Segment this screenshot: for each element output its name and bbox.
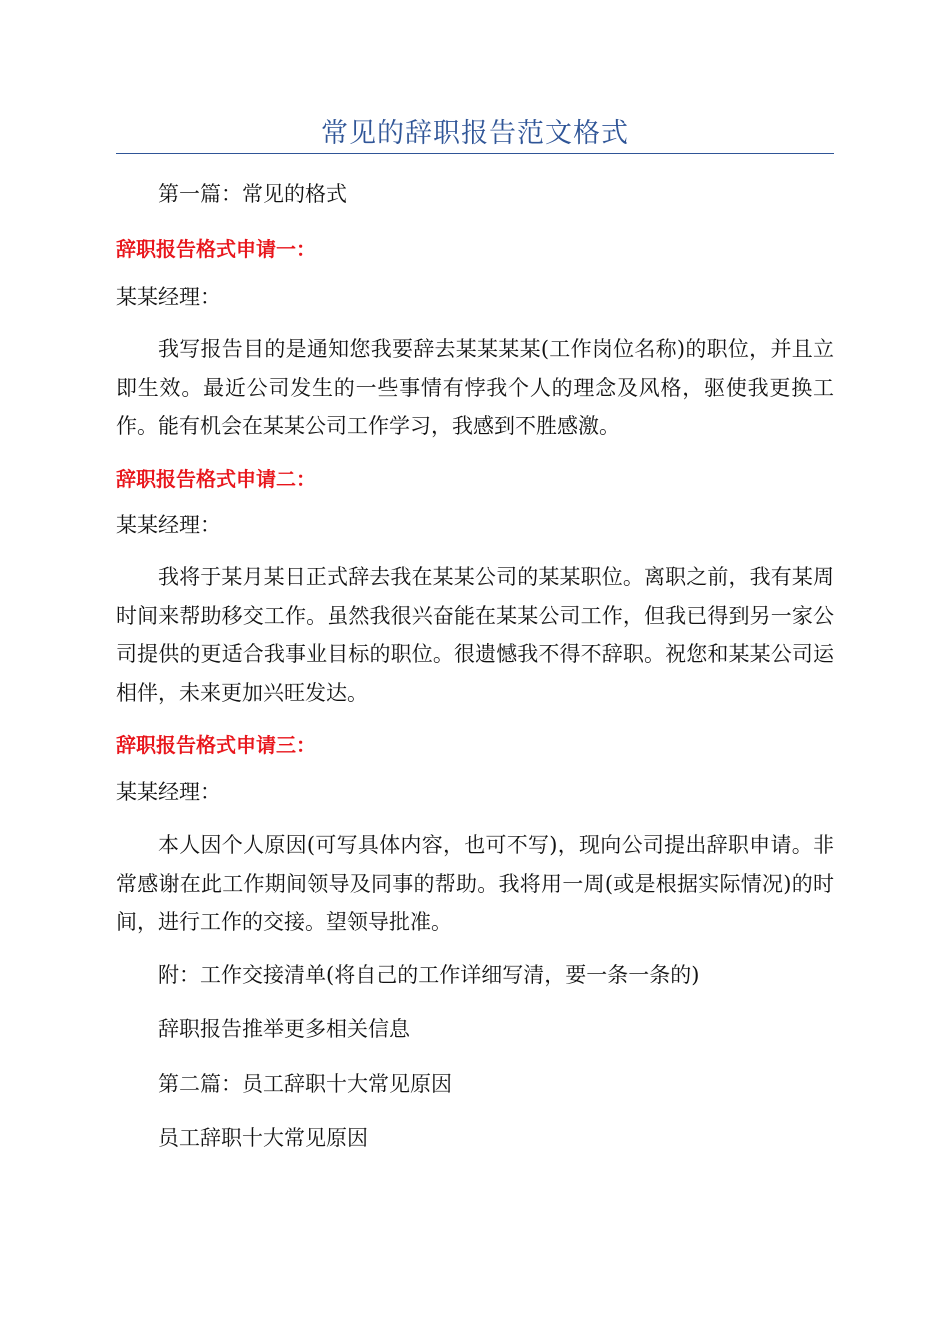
section1-subheading: 辞职报告格式申请一： (116, 237, 316, 261)
document-title: 常见的辞职报告范文格式 (321, 118, 629, 149)
section3-subheading: 辞职报告格式申请三： (116, 733, 316, 757)
section2-subheading: 辞职报告格式申请二： (116, 467, 316, 491)
attachment-note: 附：工作交接清单(将自己的工作详细写清，要一条一条的) (158, 963, 700, 987)
section2-salutation: 某某经理： (116, 513, 221, 537)
section2-body: 我将于某月某日正式辞去我在某某公司的某某职位。离职之前，我有某周时间来帮助移交工作。虽然我很兴奋能在某某公司工作，但我已得到另一家公司提供的更适合我事业目标的职位。很遗憾我不得不辞职。祝您和某某公司运相伴，未来更加兴旺发达。 (116, 565, 834, 705)
section1-salutation: 某某经理： (116, 285, 221, 309)
section3-salutation: 某某经理： (116, 780, 221, 804)
section3-body: 本人因个人原因(可写具体内容，也可不写)，现向公司提出辞职申请。非常感谢在此工作期间领导及同事的帮助。我将用一周(或是根据实际情况)的时间，进行工作的交接。望领导批准。 (116, 833, 834, 934)
title-underline (116, 153, 834, 154)
section1-body: 我写报告目的是通知您我要辞去某某某某(工作岗位名称)的职位，并且立即生效。最近公司发生的一些事情有悖我个人的理念及风格，驱使我更换工作。能有机会在某某公司工作学习，我感到不胜感激。 (116, 337, 834, 438)
more-info: 辞职报告推举更多相关信息 (158, 1017, 410, 1041)
part2-heading: 第二篇：员工辞职十大常见原因 (158, 1072, 452, 1096)
part1-heading: 第一篇：常见的格式 (158, 182, 347, 206)
part2-subtitle: 员工辞职十大常见原因 (158, 1126, 368, 1150)
